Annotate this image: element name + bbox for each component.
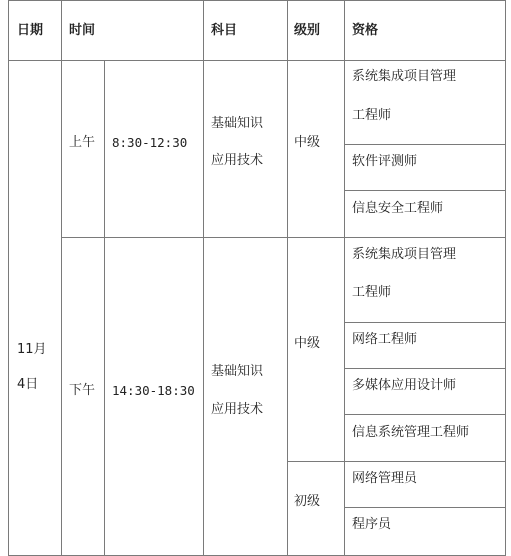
afternoon-junior-qual-2: 程序员 [352,517,392,532]
col-divider-subject [287,0,288,556]
afternoon-qual-divider-1 [344,322,506,323]
morning-level: 中级 [294,135,321,150]
afternoon-qual-3: 多媒体应用设计师 [352,378,457,393]
col-divider-period [104,61,105,556]
afternoon-qual-4: 信息系统管理工程师 [352,425,470,440]
header-time: 时间 [69,23,96,38]
header-subject: 科目 [211,23,238,38]
morning-qual-divider-1 [344,144,506,145]
morning-period: 上午 [69,135,96,150]
table-border-left [8,0,9,556]
junior-qual-divider [344,507,506,508]
afternoon-qual-2: 网络工程师 [352,332,418,347]
header-divider [8,60,506,61]
afternoon-time: 14:30-18:30 [112,383,195,398]
table-border-right [505,0,506,556]
afternoon-subject-1: 基础知识 [211,364,264,379]
afternoon-mid-level: 中级 [294,336,321,351]
morning-subject-2: 应用技术 [211,153,264,168]
afternoon-qual-1-line1: 系统集成项目管理 [352,247,457,262]
afternoon-period: 下午 [69,383,96,398]
date-day: 4日 [17,377,39,392]
col-divider-level [344,0,345,556]
afternoon-junior-qual-1: 网络管理员 [352,471,418,486]
morning-subject-1: 基础知识 [211,116,264,131]
date-month: 11月 [17,342,47,357]
col-divider-date [61,0,62,556]
header-level: 级别 [294,23,321,38]
morning-time: 8:30-12:30 [112,135,188,150]
morning-afternoon-divider [61,237,506,238]
afternoon-qual-divider-3 [344,414,506,415]
morning-qual-2: 软件评测师 [352,154,418,169]
morning-qual-1-line2: 工程师 [352,108,392,123]
col-divider-time [203,0,204,556]
afternoon-subject-2: 应用技术 [211,402,264,417]
morning-qual-1-line1: 系统集成项目管理 [352,69,457,84]
table-border-top [8,0,506,1]
afternoon-junior-level: 初级 [294,494,321,509]
morning-qual-3: 信息安全工程师 [352,201,444,216]
afternoon-qual-1-line2: 工程师 [352,285,392,300]
afternoon-qual-divider-2 [344,368,506,369]
header-qualification: 资格 [352,23,379,38]
header-date: 日期 [17,23,44,38]
level-divider [287,461,506,462]
morning-qual-divider-2 [344,190,506,191]
